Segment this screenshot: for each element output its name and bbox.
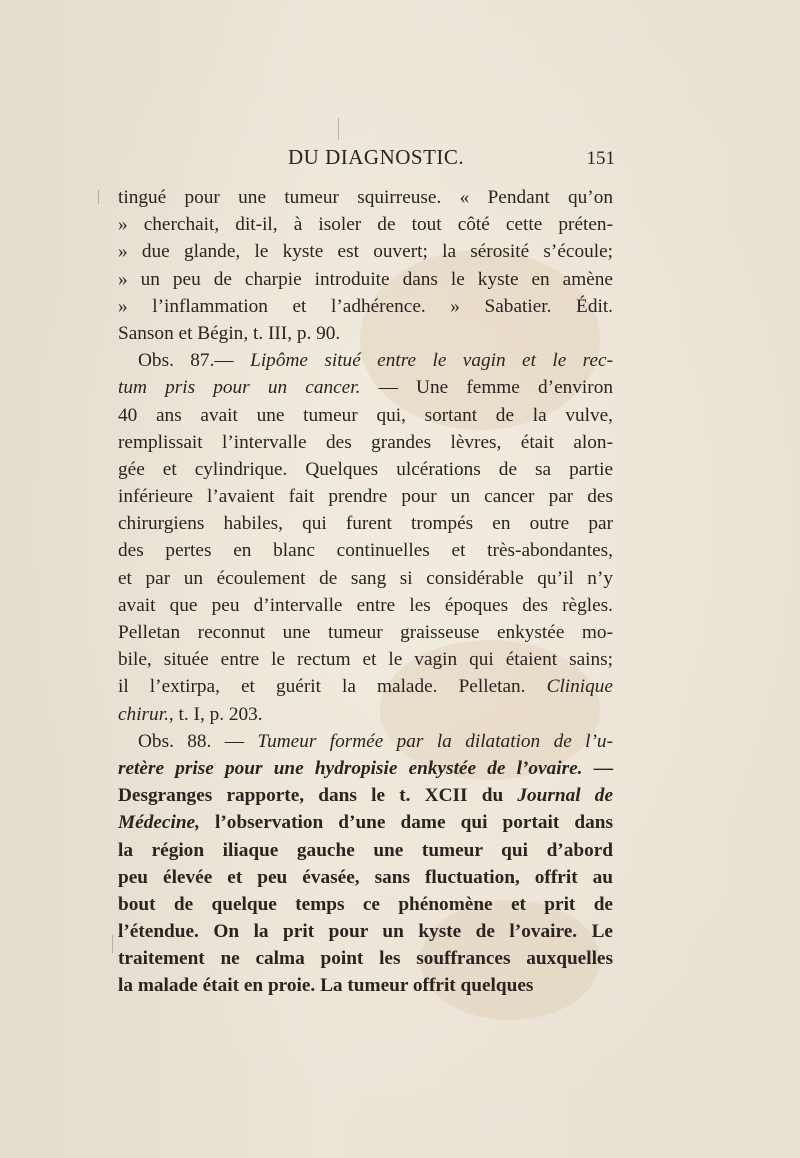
line-text: l’observation d’une dame qui portait dans: [199, 812, 613, 834]
text-line: [118, 483, 613, 510]
line-text: Pelletan reconnut une tumeur graisseuse enkystée mo-: [118, 622, 613, 643]
italic-text: Journal de: [517, 785, 614, 807]
text-line: [118, 266, 613, 293]
line-text: traitement ne calma point les souffrances auxquelles: [118, 948, 613, 970]
line-text: inférieure l’avaient fait prendre pour un cancer par des: [118, 486, 613, 508]
line-text: remplissait l’intervalle des grandes lèvres, était alon-: [118, 431, 613, 453]
line-text: bout de quelque temps ce phénomène et prit de: [118, 893, 613, 915]
line-text: Desgranges rapporte, dans le t. XCII du: [118, 785, 518, 807]
text-line: [118, 646, 613, 673]
text-line: [118, 347, 613, 374]
text-line: [118, 701, 613, 728]
italic-text: Lipôme situé entre le vagin et le rec-: [250, 350, 613, 372]
page-header: [120, 145, 615, 175]
italic-text: Tumeur formée par la dilatation de l’u-: [257, 730, 613, 752]
text-line: [118, 755, 613, 782]
line-text: peu élevée et peu évasée, sans fluctuation, offrit au: [118, 866, 613, 888]
text-line: [118, 456, 613, 483]
italic-text: retère prise pour une hydropisie enkystée de l’ovaire.: [118, 757, 583, 779]
text-line: [118, 918, 613, 945]
pencil-mark: [338, 118, 339, 140]
line-text: Obs. 87.—: [138, 350, 251, 372]
text-line: [118, 374, 613, 401]
pencil-mark: [98, 190, 99, 204]
text-line: [118, 864, 613, 891]
text-line: [118, 592, 613, 619]
italic-text: tum pris pour un cancer.: [118, 377, 361, 399]
line-text: » cherchait, dit-il, à isoler de tout côté cette préten-: [118, 214, 613, 236]
text-line: [118, 537, 613, 564]
text-line: [118, 293, 613, 320]
text-line: [118, 402, 613, 429]
line-text: Sanson et Bégin, t. III, p. 90.: [118, 322, 341, 344]
line-text: l’étendue. On la prit pour un kyste de l’ovaire. Le: [118, 921, 613, 943]
italic-text: Médecine,: [118, 812, 200, 834]
italic-text: Clinique: [546, 676, 613, 698]
line-text: , t. I, p. 203.: [168, 703, 263, 725]
text-line: [118, 429, 613, 456]
line-text: » l’inflammation et l’adhérence. » Sabatier. Édit.: [118, 295, 613, 317]
text-line: [118, 809, 613, 836]
text-line: [118, 565, 613, 592]
page-number: 151: [586, 148, 615, 169]
running-title: DU DIAGNOSTIC.: [288, 145, 465, 169]
line-text: —: [582, 757, 613, 779]
line-text: la malade était en proie. La tumeur offrit quelques: [118, 975, 534, 997]
line-text: il l’extirpa, et guérit la malade. Pelletan.: [118, 676, 547, 698]
line-text: gée et cylindrique. Quelques ulcérations de sa partie: [118, 458, 613, 480]
pencil-mark: [112, 935, 113, 953]
text-line: [118, 945, 613, 972]
line-text: » un peu de charpie introduite dans le kyste en amène: [118, 268, 613, 290]
line-text: chirurgiens habiles, qui furent trompés en outre par: [118, 513, 613, 535]
text-line: [118, 510, 613, 537]
italic-text: chirur.: [118, 703, 169, 725]
text-line: [118, 728, 613, 755]
text-line: [118, 211, 613, 238]
text-line: [118, 673, 613, 700]
text-line: [118, 238, 613, 265]
text-line: [118, 891, 613, 918]
text-line: [118, 619, 613, 646]
line-text: tingué pour une tumeur squirreuse. « Pendant qu’on: [118, 187, 613, 208]
line-text: la région iliaque gauche une tumeur qui d’abord: [118, 839, 613, 861]
line-text: Obs. 88. —: [138, 730, 258, 752]
line-text: 40 ans avait une tumeur qui, sortant de la vulve,: [118, 404, 613, 426]
line-text: et par un écoulement de sang si considérable qu’il n’y: [118, 567, 613, 589]
line-text: » due glande, le kyste est ouvert; la sérosité s’écoule;: [118, 241, 613, 263]
text-line: [118, 837, 613, 864]
line-text: des pertes en blanc continuelles et très-abondantes,: [118, 540, 613, 562]
body-text: [118, 184, 613, 1000]
line-text: bile, située entre le rectum et le vagin qui étaient sains;: [118, 649, 613, 671]
text-line: [118, 184, 613, 211]
text-line: [118, 972, 613, 999]
text-line: [118, 320, 613, 347]
line-text: — Une femme d’environ: [360, 377, 613, 399]
text-line: [118, 782, 613, 809]
line-text: avait que peu d’intervalle entre les époques des règles.: [118, 594, 613, 616]
